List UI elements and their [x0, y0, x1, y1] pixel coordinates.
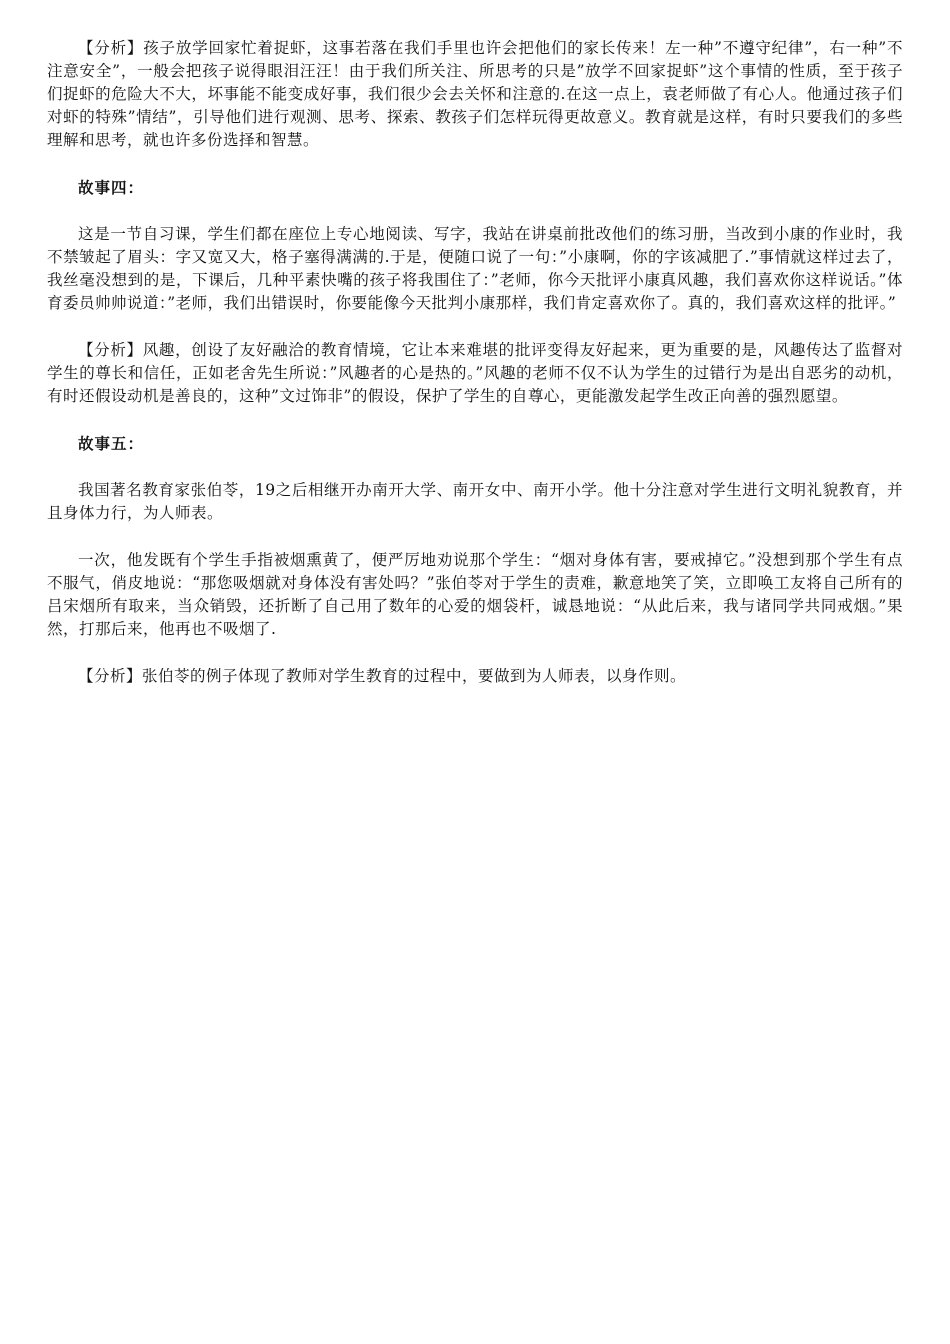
analysis-paragraph-4: 【分析】风趣，创设了友好融洽的教育情境，它让本来难堪的批评变得友好起来，更为重要的是，风趣传达了监督对学生的尊长和信任，正如老舍先生所说：”风趣者的心是热的。”风趣的老师不仅不认为学生的过错行为是出自恶劣的动机，有时还假设动机是善良的，这种”文过饰非”的假设，保护了学生的自尊心，更能激发起学生改正向善的强烈愿望。: [47, 341, 903, 405]
story-five-heading: 故事五：: [78, 434, 145, 453]
analysis-paragraph-3: 【分析】孩子放学回家忙着捉虾，这事若落在我们手里也许会把他们的家长传来！左一种”不遵守纪律”，右一种”不注意安全”，一般会把孩子说得眼泪汪汪！由于我们所关注、所思考的只是”放学不回家捉虾”这个事情的性质，至于孩子们捉虾的危险大不大，坏事能不能变成好事，我们很少会去关怀和注意的.在这一点上，袁老师做了有心人。他通过孩子们对虾的特殊”情结”，引导他们进行观测、思考、探索、教孩子们怎样玩得更故意义。教育就是这样，有时只要我们的多些理解和思考，就也许多份选择和智慧。: [47, 39, 903, 149]
story-four-heading: 故事四：: [78, 178, 145, 197]
analysis-paragraph-5: 【分析】张伯苓的例子体现了教师对学生教育的过程中，要做到为人师表，以身作则。: [78, 667, 687, 685]
story-five-intro: 我国著名教育家张伯苓，19之后相继开办南开大学、南开女中、南开小学。他十分注意对学生进行文明礼貌教育，并且身体力行，为人师表。: [47, 481, 903, 522]
story-five-body: 一次，他发既有个学生手指被烟熏黄了，便严厉地劝说那个学生：“烟对身体有害，要戒掉它。”没想到那个学生有点不服气，俏皮地说：“那您吸烟就对身体没有害处吗？”张伯苓对于学生的责难，歉意地笑了笑，立即唤工友将自己所有的吕宋烟所有取来，当众销毁，还折断了自己用了数年的心爱的烟袋杆，诚恳地说：“从此后来，我与诸同学共同戒烟。”果然，打那后来，他再也不吸烟了.: [47, 551, 903, 638]
story-four-body: 这是一节自习课，学生们都在座位上专心地阅读、写字，我站在讲桌前批改他们的练习册，当改到小康的作业时，我不禁皱起了眉头：字又宽又大，格子塞得满满的.于是，便随口说了一句：”小康啊，你的字该减肥了.”事情就这样过去了，我丝毫没想到的是，下课后，几种平素快嘴的孩子将我围住了：”老师，你今天批评小康真风趣，我们喜欢你这样说话。”体育委员帅帅说道：”老师，我们出错误时，你要能像今天批判小康那样，我们肯定喜欢你了。真的，我们喜欢这样的批评。”: [47, 225, 903, 312]
document-page: [47, 37, 903, 712]
